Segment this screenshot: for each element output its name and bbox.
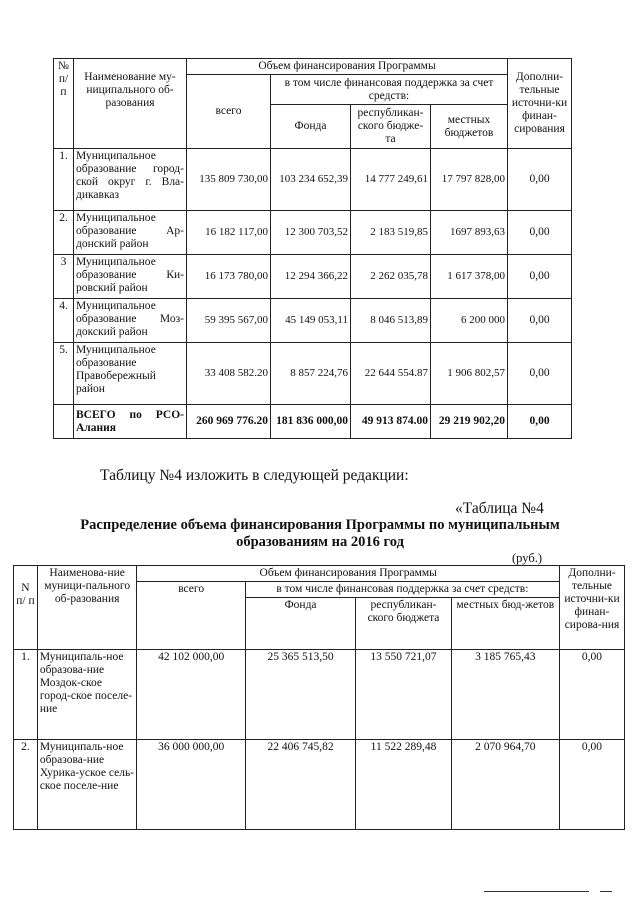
instruction-text: Таблицу №4 изложить в следующей редакции:	[100, 467, 409, 484]
table-row	[14, 740, 625, 830]
row-fund: 22 406 745,82	[245, 740, 356, 830]
row-extra: 0,00	[559, 740, 624, 830]
row-name: Муниципальное образование Правобережный район	[74, 343, 187, 405]
row-name: Муниципальное образование Ар-донский район	[74, 211, 187, 255]
row-total: 33 408 582.20	[187, 343, 271, 405]
table-title: Распределение объема финансирования Программы по муниципальным образованиям на 2016 год	[80, 517, 560, 550]
row-republic: 2 262 035,78	[351, 255, 431, 299]
t1-header-fund: Фонда	[271, 105, 351, 149]
t2-header-extra: Дополни-тельные источни-ки финан-сирова-ния	[559, 566, 624, 650]
row-republic: 22 644 554.87	[351, 343, 431, 405]
row-extra: 0,00	[508, 343, 572, 405]
row-republic: 13 550 721,07	[356, 650, 451, 740]
row-num: 3	[54, 255, 74, 299]
row-local: 3 185 765,43	[451, 650, 559, 740]
t1-header-name: Наименование му-ниципального об-разования	[74, 59, 187, 149]
row-num: 2.	[14, 740, 38, 830]
row-local: 1697 893,63	[431, 211, 508, 255]
t1-header-volume: Объем финансирования Программы	[187, 59, 508, 75]
row-num: 1.	[54, 149, 74, 211]
row-local: 6 200 000	[431, 299, 508, 343]
row-fund: 45 149 053,11	[271, 299, 351, 343]
row-total: 36 000 000,00	[137, 740, 245, 830]
table-number: «Таблица №4	[455, 500, 544, 517]
t1-header-incl: в том числе финансовая поддержка за счет средств:	[271, 75, 508, 105]
t2-header-local: местных бюд-жетов	[451, 598, 559, 650]
row-extra: 0,00	[508, 255, 572, 299]
row-fund: 8 857 224,76	[271, 343, 351, 405]
row-name: Муниципаль-ное образова-ние Хурика-уское сель-ское поселе-ние	[37, 740, 137, 830]
t1-header-extra: Дополни-тельные источни-ки финан-сирования	[508, 59, 572, 149]
row-fund: 12 300 703,52	[271, 211, 351, 255]
row-republic: 2 183 519,85	[351, 211, 431, 255]
row-fund: 103 234 652,39	[271, 149, 351, 211]
row-local: 1 617 378,00	[431, 255, 508, 299]
t2-header-num: N п/ п	[14, 566, 38, 650]
total-local: 29 219 902,20	[431, 405, 508, 439]
row-num: 1.	[14, 650, 38, 740]
row-local: 2 070 964,70	[451, 740, 559, 830]
row-extra: 0,00	[508, 299, 572, 343]
table-row	[54, 343, 572, 405]
row-local: 1 906 802,57	[431, 343, 508, 405]
t1-header-total: всего	[187, 75, 271, 149]
t2-header-name: Наименова-ние муници-пального об-разования	[37, 566, 137, 650]
row-total: 16 182 117,00	[187, 211, 271, 255]
t2-header-total: всего	[137, 582, 245, 650]
row-republic: 11 522 289,48	[356, 740, 451, 830]
row-name: Муниципальное образование Ки-ровский район	[74, 255, 187, 299]
table-row	[54, 149, 572, 211]
row-name: Муниципальное образование город-ской округ г. Вла-дикавказ	[74, 149, 187, 211]
total-row	[54, 405, 572, 439]
row-total: 42 102 000,00	[137, 650, 245, 740]
footer-line	[484, 891, 589, 892]
t2-header-fund: Фонда	[245, 598, 356, 650]
total-total: 260 969 776.20	[187, 405, 271, 439]
table-2	[13, 565, 625, 830]
row-fund: 12 294 366,22	[271, 255, 351, 299]
table-1	[53, 58, 572, 439]
row-fund: 25 365 513,50	[245, 650, 356, 740]
row-total: 135 809 730,00	[187, 149, 271, 211]
row-republic: 8 046 513,89	[351, 299, 431, 343]
t1-header-num: № п/п	[54, 59, 74, 149]
row-total: 59 395 567,00	[187, 299, 271, 343]
total-fund: 181 836 000,00	[271, 405, 351, 439]
t2-header-republic: республикан-ского бюджета	[356, 598, 451, 650]
t2-header-volume: Объем финансирования Программы	[137, 566, 559, 582]
row-name: Муниципальное образование Моз-докский район	[74, 299, 187, 343]
t1-header-republic: республикан-ского бюдже-та	[351, 105, 431, 149]
t1-header-local: местных бюджетов	[431, 105, 508, 149]
table-row	[54, 255, 572, 299]
row-extra: 0,00	[508, 211, 572, 255]
row-num: 5.	[54, 343, 74, 405]
row-local: 17 797 828,00	[431, 149, 508, 211]
row-num: 4.	[54, 299, 74, 343]
total-extra: 0,00	[508, 405, 572, 439]
row-extra: 0,00	[508, 149, 572, 211]
total-name: ВСЕГО по РСО-Алания	[74, 405, 187, 439]
footer-dash	[600, 891, 612, 892]
row-republic: 14 777 249,61	[351, 149, 431, 211]
table-row	[14, 650, 625, 740]
unit-label: (руб.)	[512, 551, 542, 565]
row-total: 16 173 780,00	[187, 255, 271, 299]
total-republic: 49 913 874.00	[351, 405, 431, 439]
row-name: Муниципаль-ное образова-ние Моздок-ское город-ское поселе-ние	[37, 650, 137, 740]
table-row	[54, 299, 572, 343]
row-num: 2.	[54, 211, 74, 255]
t2-header-incl: в том числе финансовая поддержка за счет средств:	[245, 582, 559, 598]
table-row	[54, 211, 572, 255]
row-extra: 0,00	[559, 650, 624, 740]
